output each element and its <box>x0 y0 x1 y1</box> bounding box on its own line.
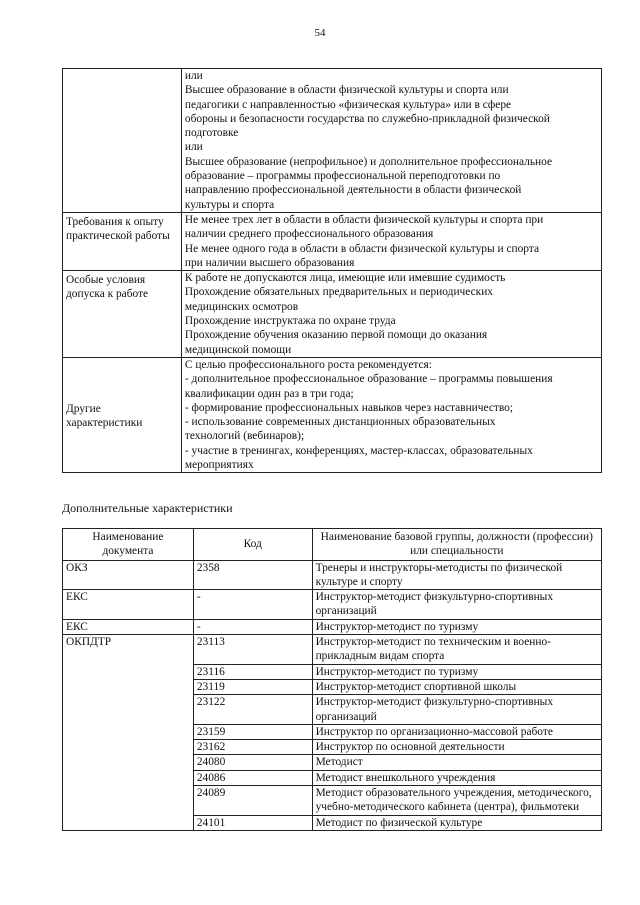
cell-name: Тренеры и инструкторы-методисты по физической культуре и спорту <box>312 560 601 590</box>
table-row <box>63 560 602 590</box>
table-row <box>63 357 602 472</box>
text-line: образование – программы профессиональной переподготовки по <box>184 170 501 183</box>
cell-code: 24101 <box>193 815 312 830</box>
cell-code: 23113 <box>193 635 312 665</box>
requirements-table <box>62 68 602 473</box>
table-row <box>63 635 602 665</box>
text-line: медицинских осмотров <box>184 300 299 313</box>
text-line: мероприятиях <box>184 459 254 472</box>
table-row <box>63 755 602 770</box>
cell-code: - <box>193 590 312 620</box>
table-row <box>63 590 602 620</box>
cell-document: ЕКС <box>63 619 194 634</box>
cell-name: Методист <box>312 755 601 770</box>
text-line: подготовке <box>184 127 239 140</box>
text-line: - формирование профессиональных навыков через наставничество; <box>184 401 514 414</box>
column-header-document: Наименование документа <box>63 529 194 561</box>
row-label-experience: Требования к опыту практической работы <box>63 212 182 270</box>
cell-code: 24080 <box>193 755 312 770</box>
text-line: Не менее одного года в области в области физической культуры и спорта <box>184 242 540 255</box>
text-line: медицинской помощи <box>184 343 292 356</box>
cell-document <box>63 815 194 830</box>
cell-name: Инструктор-методист по техническим и военно-прикладным видам спорта <box>312 635 601 665</box>
table-row <box>63 664 602 679</box>
cell-document: ЕКС <box>63 590 194 620</box>
text-line: Не менее трех лет в области в области физической культуры и спорта при <box>184 213 544 226</box>
table-row <box>63 271 602 358</box>
cell-document <box>63 740 194 755</box>
cell-name: Инструктор-методист физкультурно-спортивных организаций <box>312 590 601 620</box>
table-row <box>63 786 602 816</box>
text-line: Высшее образование в области физической культуры и спорта или <box>184 84 509 97</box>
table-row <box>63 770 602 785</box>
cell-code: - <box>193 619 312 634</box>
text-line: Прохождение обязательных предварительных и периодических <box>184 286 493 299</box>
cell-name: Методист образовательного учреждения, методического, учебно-методического кабинета (центра), фильмотеки <box>312 786 601 816</box>
cell-document <box>63 695 194 725</box>
table-row <box>63 619 602 634</box>
cell-code: 23122 <box>193 695 312 725</box>
column-header-name: Наименование базовой группы, должности (профессии) или специальности <box>312 529 601 561</box>
cell-code: 23162 <box>193 740 312 755</box>
column-header-code: Код <box>193 529 312 561</box>
cell-document <box>63 664 194 679</box>
cell-name: Методист внешкольного учреждения <box>312 770 601 785</box>
cell-name: Инструктор-методист спортивной школы <box>312 679 601 694</box>
cell-document <box>63 786 194 816</box>
cell-document <box>63 724 194 739</box>
cell-document <box>63 679 194 694</box>
row-label-admission: Особые условия допуска к работе <box>63 271 182 358</box>
section-title: Дополнительные характеристики <box>62 501 233 515</box>
row-content <box>181 212 601 270</box>
text-line: квалификации один раз в три года; <box>184 387 354 400</box>
cell-name: Инструктор по основной деятельности <box>312 740 601 755</box>
text-line: при наличии высшего образования <box>184 256 355 269</box>
classifier-table <box>62 528 602 831</box>
text-line: или <box>184 141 203 154</box>
cell-code: 24089 <box>193 786 312 816</box>
cell-code: 24086 <box>193 770 312 785</box>
table-row <box>63 695 602 725</box>
cell-document: ОКПДТР <box>63 635 194 665</box>
text-line: Прохождение инструктажа по охране труда <box>184 315 396 328</box>
row-content <box>181 271 601 358</box>
cell-document: ОКЗ <box>63 560 194 590</box>
text-line: или <box>184 70 203 82</box>
text-line: С целью профессионального роста рекомендуется: <box>184 358 432 371</box>
cell-name: Инструктор по организационно-массовой работе <box>312 724 601 739</box>
table-row <box>63 724 602 739</box>
text-line: педагогики с направленностью «физическая культура» или в сфере <box>184 98 512 111</box>
cell-name: Методист по физической культуре <box>312 815 601 830</box>
text-line: направлению профессиональной деятельности в области физической <box>184 184 522 197</box>
row-label-other: Другие характеристики <box>63 357 182 472</box>
table-row <box>63 815 602 830</box>
table-row <box>63 740 602 755</box>
row-content <box>181 357 601 472</box>
text-line: культуры и спорта <box>184 198 275 211</box>
cell-document <box>63 755 194 770</box>
row-content <box>181 69 601 213</box>
cell-code: 23116 <box>193 664 312 679</box>
text-line: Высшее образование (непрофильное) и дополнительное профессиональное <box>184 155 553 168</box>
text-line: технологий (вебинаров); <box>184 430 305 443</box>
table-row <box>63 212 602 270</box>
cell-name: Инструктор-методист по туризму <box>312 664 601 679</box>
cell-document <box>63 770 194 785</box>
page-number: 54 <box>314 27 326 39</box>
text-line: наличии среднего профессионального образования <box>184 228 434 241</box>
text-line: К работе не допускаются лица, имеющие или имевшие судимость <box>184 272 506 285</box>
cell-code: 2358 <box>193 560 312 590</box>
text-line: - использование современных дистанционных образовательных <box>184 416 496 429</box>
cell-code: 23119 <box>193 679 312 694</box>
row-label <box>63 69 182 213</box>
table-row <box>63 69 602 213</box>
table-header-row <box>63 529 602 561</box>
text-line: - дополнительное профессиональное образование – программы повышения <box>184 373 553 386</box>
cell-name: Инструктор-методист по туризму <box>312 619 601 634</box>
cell-code: 23159 <box>193 724 312 739</box>
text-line: обороны и безопасности государства по служебно-прикладной физической <box>184 112 550 125</box>
table-row <box>63 679 602 694</box>
text-line: Прохождение обучения оказанию первой помощи до оказания <box>184 329 488 342</box>
cell-name: Инструктор-методист физкультурно-спортивных организаций <box>312 695 601 725</box>
text-line: - участие в тренингах, конференциях, мастер-классах, образовательных <box>184 444 533 457</box>
